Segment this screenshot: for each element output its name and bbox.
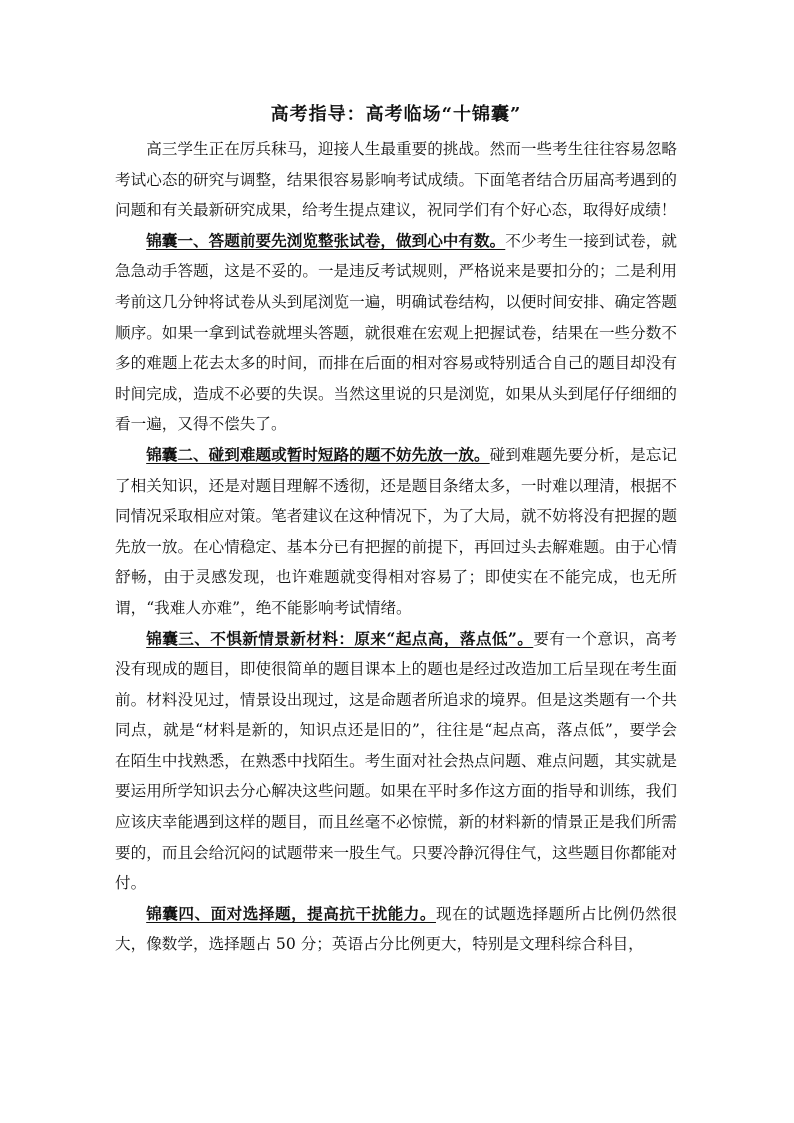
section-2-body: 碰到难题先要分析，是忘记了相关知识，还是对题目理解不透彻，还是题目条绪太多，一时难以理清，根据不同情况采取相应对策。笔者建议在这种情况下，为了大局，就不妨将没有把握的题先放一放。在心情稳定、基本分已有把握的前提下，再回过头去解难题。由于心情舒畅，由于灵感发现，也许难题就变得相对容易了；即使实在不能完成，也无所谓，“我难人亦难”，绝不能影响考试情绪。 (115, 445, 677, 617)
document-title: 高考指导：高考临场“十锦囊” (270, 104, 522, 125)
section-2-heading: 锦囊二、碰到难题或暂时短路的题不妨先放一放。 (146, 444, 490, 464)
section-4-paragraph (115, 899, 677, 960)
section-3-paragraph (115, 624, 677, 899)
section-2-paragraph (115, 440, 677, 624)
section-1-body: 不少考生一接到试卷，就急急动手答题，这是不妥的。一是违反考试规则，严格说来是要扣分的；二是利用考前这几分钟将试卷从头到尾浏览一遍，明确试卷结构，以便时间安排、确定答题顺序。如果一拿到试卷就埋头答题，就很难在宏观上把握试卷，结果在一些分数不多的难题上花去太多的时间，而排在后面的相对容易或特别适合自己的题目却没有时间完成，造成不必要的失误。当然这里说的只是浏览，如果从头到尾仔仔细细的看一遍，又得不偿失了。 (115, 231, 677, 434)
intro-paragraph: 高三学生正在厉兵秣马，迎接人生最重要的挑战。然而一些考生往往容易忽略考试心态的研究与调整，结果很容易影响考试成绩。下面笔者结合历届高考遇到的问题和有关最新研究成果，给考生提点建议，祝同学们有个好心态，取得好成绩！ (115, 140, 677, 220)
section-3-body: 要有一个意识，高考没有现成的题目，即使很简单的题目课本上的题也是经过改造加工后呈现在考生面前。材料没见过，情景设出现过，这是命题者所追求的境界。但是这类题有一个共同点，就是“材料是新的，知识点还是旧的”，往往是“起点高，落点低”，要学会在陌生中找熟悉，在熟悉中找陌生。考生面对社会热点问题、难点问题，其实就是要运用所学知识去分心解决这些问题。如果在平时多作这方面的指导和训练，我们应该庆幸能遇到这样的题目，而且丝毫不必惊慌，新的材料新的情景正是我们所需要的，而且会给沉闷的试题带来一股生气。只要冷静沉得住气，这些题目你都能对付。 (115, 629, 677, 893)
section-4-heading: 锦囊四、面对选择题，提高抗干扰能力。 (146, 903, 436, 923)
section-4-body: 现在的试题选择题所占比例仍然很大，像数学，选择题占 50 分；英语占分比例更大，特别是文理科综合科目， (115, 904, 677, 954)
section-1-heading: 锦囊一、答题前要先浏览整张试卷，做到心中有数。 (146, 230, 506, 250)
section-3-heading: 锦囊三、不惧新情景新材料：原来“起点高，落点低”。 (146, 628, 534, 648)
document-page (115, 100, 677, 960)
section-1-paragraph (115, 226, 677, 440)
